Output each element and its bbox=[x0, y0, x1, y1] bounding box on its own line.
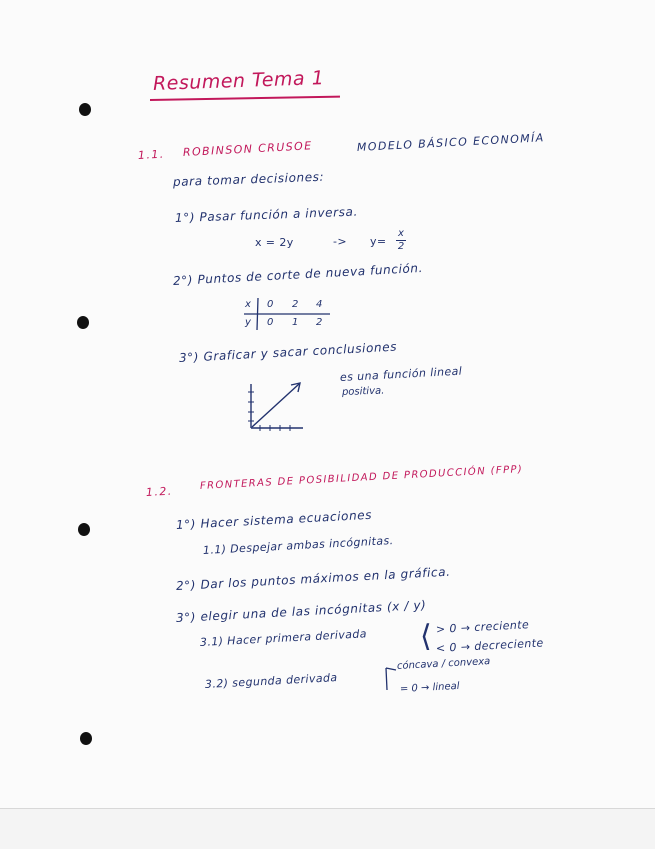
table-y-label: y bbox=[245, 317, 251, 328]
page-bottom-edge bbox=[0, 808, 655, 849]
section-1-step-1: 1°) Pasar función a inversa. bbox=[174, 204, 359, 225]
table-vertical-rule bbox=[257, 298, 258, 330]
section-2-step-3-1: 3.1) Hacer primera derivada bbox=[199, 627, 368, 649]
fraction-numerator: x bbox=[398, 228, 404, 239]
fraction-denominator: 2 bbox=[397, 241, 405, 252]
section-2-number: 1.2. bbox=[145, 484, 173, 499]
section-2-step-3: 3°) elegir una de las incógnitas (x / y) bbox=[175, 597, 427, 625]
section-1-number: 1.1. bbox=[137, 147, 165, 162]
table-x-value: 2 bbox=[292, 299, 299, 310]
section-1-heading-rest: MODELO BÁSICO ECONOMÍA bbox=[356, 131, 545, 154]
section-1-intro: para tomar decisiones: bbox=[172, 169, 325, 189]
second-derivative-bracket bbox=[386, 668, 396, 690]
second-derivative-bottom: = 0 → lineal bbox=[399, 680, 460, 695]
equation-left: x = 2y bbox=[255, 236, 294, 249]
section-1-heading: ROBINSON CRUSOE bbox=[182, 139, 313, 159]
page-title: Resumen Tema 1 bbox=[152, 67, 325, 95]
section-1-step-2: 2°) Puntos de corte de nueva función. bbox=[172, 260, 424, 288]
table-x-value: 4 bbox=[316, 299, 323, 310]
table-x-label: x bbox=[245, 299, 251, 310]
section-2-step-1-1: 1.1) Despejar ambas incógnitas. bbox=[202, 534, 394, 557]
table-y-value: 1 bbox=[292, 317, 299, 328]
table-y-value: 2 bbox=[316, 317, 323, 328]
table-y-value: 0 bbox=[267, 317, 274, 328]
second-derivative-top: cóncava / convexa bbox=[396, 656, 491, 672]
section-2-step-2: 2°) Dar los puntos máximos en la gráfica. bbox=[175, 564, 451, 593]
conclusion-line-2: positiva. bbox=[341, 385, 385, 398]
table-x-value: 0 bbox=[267, 299, 274, 310]
section-2-heading: FRONTERAS DE POSIBILIDAD DE PRODUCCIÓN (FPP) bbox=[199, 464, 524, 492]
derivative-positive: > 0 → creciente bbox=[435, 618, 530, 636]
conclusion-line-1: es una función lineal bbox=[339, 364, 463, 384]
section-1-step-3: 3°) Graficar y sacar conclusiones bbox=[178, 339, 398, 365]
derivative-negative: < 0 → decreciente bbox=[435, 636, 544, 655]
section-2-step-1: 1°) Hacer sistema ecuaciones bbox=[175, 507, 373, 532]
equation-y: y= bbox=[370, 235, 387, 248]
first-derivative-brace: ⟨ bbox=[420, 619, 432, 654]
section-2-step-3-2: 3.2) segunda derivada bbox=[204, 671, 338, 691]
sketch-graph-line bbox=[252, 384, 299, 427]
equation-arrow: -> bbox=[333, 235, 347, 248]
